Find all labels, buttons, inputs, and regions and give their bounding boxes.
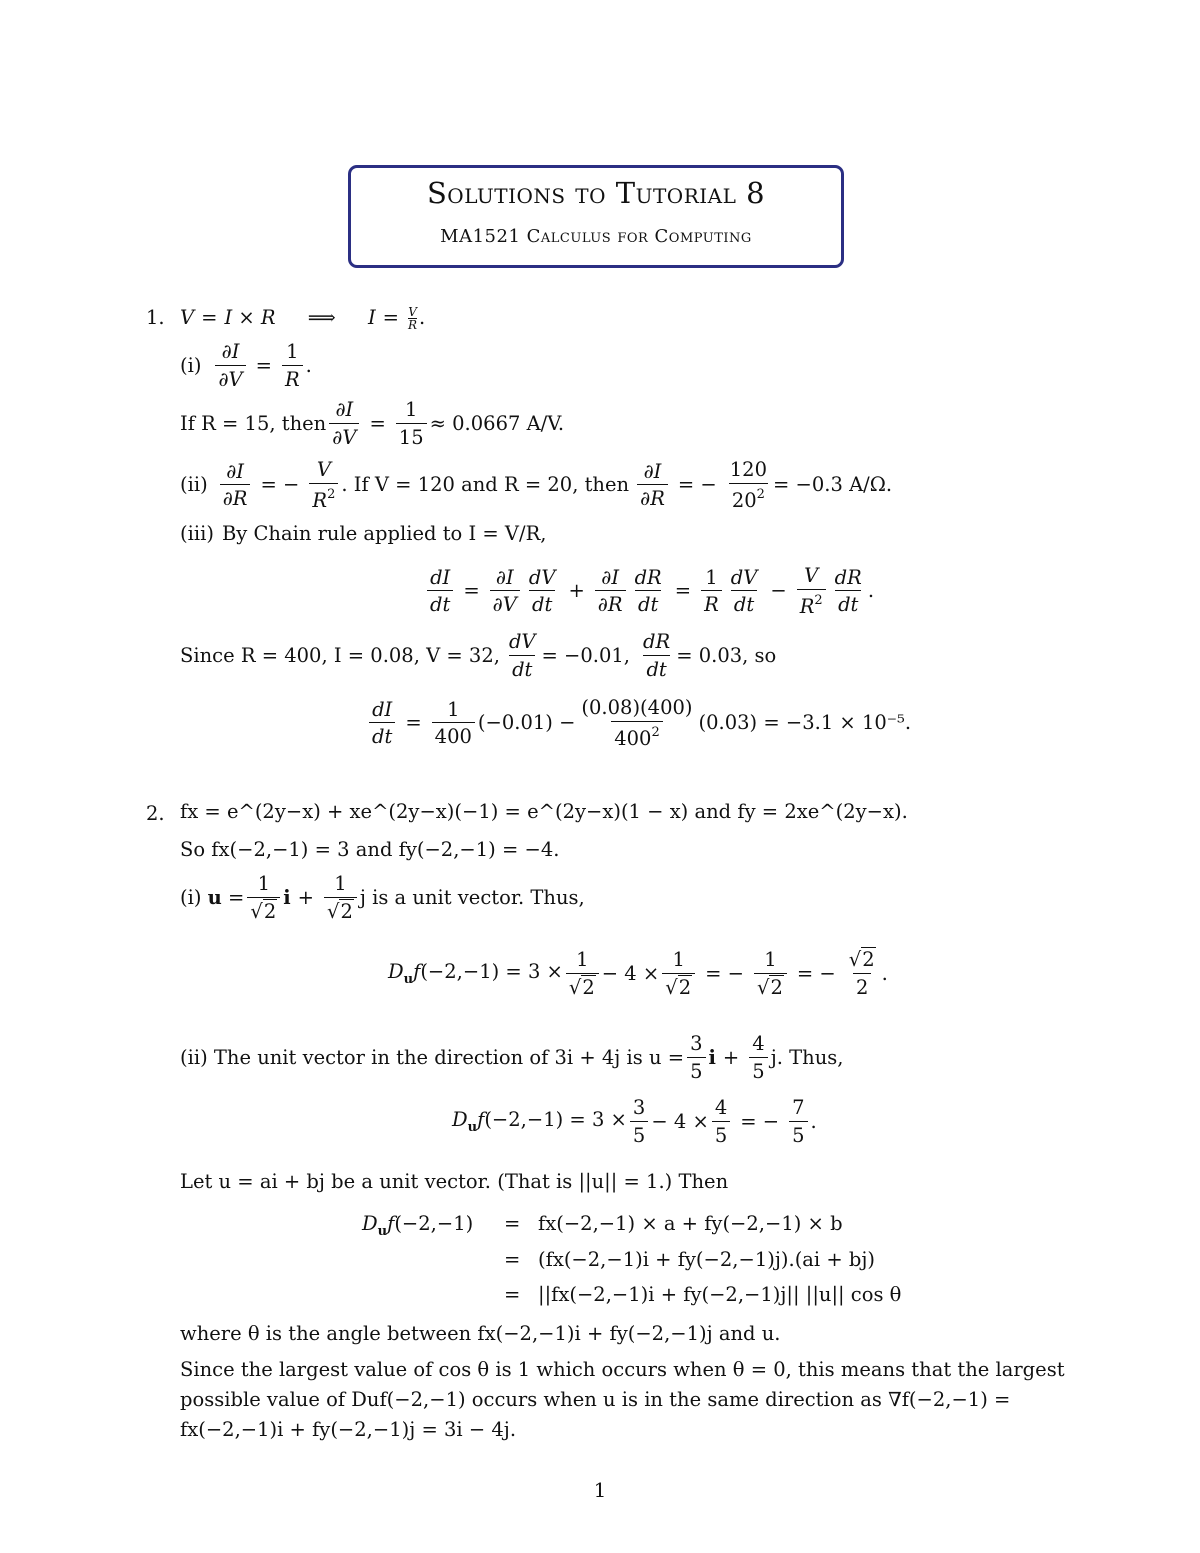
q1-part-i-evaluation: If R = 15, then $\frac{\partial I}{\partial V}$ = $\frac{1}{15}$ ≈ 0.0667 A/V. — [180, 398, 565, 449]
q2-part-i: (i) u = $\frac{1}{√2}$ i + $\frac{1}{√2}$ j is a unit vector. Thus, — [180, 872, 585, 923]
q1-part-iii — [180, 524, 546, 544]
q1-part-i-label: (i) — [180, 353, 202, 377]
question-1-number: 1. — [146, 306, 165, 329]
q1-part-i-equation: (i) $\frac{\partial I}{\partial V}$ = $\frac{1}{R}$ . — [180, 340, 312, 391]
q1-final-result: (0.03) = −3.1 × 10⁻⁵. — [698, 711, 912, 735]
q1-part-ii-label: (ii) — [180, 473, 208, 497]
q1-part-iii-text: By Chain rule applied to I = V/R, — [221, 522, 547, 545]
q1-part-ii-text: . If V = 120 and R = 20, then — [341, 473, 630, 497]
q1-dvdt-value: = −0.01, — [541, 643, 631, 667]
q2-since-line-1: Since the largest value of cos θ is 1 which occurs when θ = 0, this means that the largest — [180, 1358, 1065, 1381]
page-number: 1 — [593, 1478, 607, 1502]
derivation-line-1: fx(−2,−1) × a + fy(−2,−1) × b — [538, 1212, 843, 1235]
q2-part-i-derivative: $D_uf(-2,-1) = 3$ × $\frac{1}{√2}$ − 4 × $\frac{1}{√2}$ = − $\frac{1}{√2}$ = − $\frac{√2}{2}$ . — [388, 948, 888, 999]
q2-line2: So fx(−2,−1) = 3 and fy(−2,−1) = −4. — [180, 838, 560, 861]
q1-drdt-value: = 0.03, so — [676, 643, 777, 667]
q1-part-ii-result: = −0.3 A/Ω. — [773, 473, 893, 497]
document-title: Solutions to Tutorial 8 — [426, 176, 766, 210]
q2-part-ii-text: (ii) The unit vector in the direction of 3i + 4j is u = — [180, 1045, 685, 1069]
q2-part-ii: (ii) The unit vector in the direction of 3i + 4j is u = $\frac{3}{5}$ i + $\frac{4}{5}$ j. Thus, — [180, 1032, 844, 1083]
course-subtitle: MA1521 Calculus for Computing — [440, 226, 752, 247]
q1-intro: V = I × R ⟹ I = $\frac{V}{R}$ . — [180, 305, 426, 332]
q1-part-iii-label: (iii) — [180, 522, 214, 545]
q1-part-i-text: If R = 15, then — [180, 411, 327, 435]
derivation-lhs: $D_uf(-2,-1)$ — [362, 1212, 474, 1239]
q2-since-line-3: fx(−2,−1)i + fy(−2,−1)j = 3i − 4j. — [180, 1418, 517, 1441]
q2-where-statement: where θ is the angle between fx(−2,−1)i + fy(−2,−1)j and u. — [180, 1322, 781, 1345]
derivation-eq-1: = — [504, 1212, 521, 1235]
derivation-eq-2: = — [504, 1248, 521, 1271]
question-2-number: 2. — [146, 802, 165, 825]
q2-since-line-2: possible value of Duf(−2,−1) occurs when u is in the same direction as ∇f(−2,−1) = — [180, 1388, 1011, 1411]
derivation-eq-3: = — [504, 1283, 521, 1306]
q2-part-ii-tail: j. Thus, — [770, 1045, 844, 1069]
derivation-line-3: ||fx(−2,−1)i + fy(−2,−1)j|| ||u|| cos θ — [538, 1283, 902, 1306]
q2-part-i-tail: j is a unit vector. Thus, — [359, 885, 585, 909]
q2-part-ii-derivative: $D_uf(-2,-1) = 3$ × $\frac{3}{5}$ − 4 × $\frac{4}{5}$ = − $\frac{7}{5}$ . — [452, 1096, 817, 1147]
q1-since-text: Since R = 400, I = 0.08, V = 32, — [180, 643, 500, 667]
q1-since-values: Since R = 400, I = 0.08, V = 32, $\frac{dV}{dt}$ = −0.01, $\frac{dR}{dt}$ = 0.03, so — [180, 630, 777, 681]
q1-chain-rule-equation: $\frac{dI}{dt}$ = $\frac{\partial I}{\partial V}$ $\frac{dV}{dt}$ + $\frac{\partial I}{\partial R}$ $\frac{dR}{dt}$ = $\frac{1}{R}$ $\frac{dV}{dt}$ − $\frac{V}{R^2}$ $\frac{dR}{dt}$ . — [424, 566, 874, 616]
derivation-line-2: (fx(−2,−1)i + fy(−2,−1)j).(ai + bj) — [538, 1248, 876, 1271]
q2-let-statement: Let u = ai + bj be a unit vector. (That is ||u|| = 1.) Then — [180, 1170, 729, 1193]
q1-part-i-result: ≈ 0.0667 A/V. — [429, 411, 565, 435]
q2-line1: fx = e^(2y−x) + xe^(2y−x)(−1) = e^(2y−x)(1 − x) and fy = 2xe^(2y−x). — [180, 800, 908, 823]
q1-final-equation: $\frac{dI}{dt}$ = $\frac{1}{400}$ (−0.01) − $\frac{(0.08)(400)}{400^2}$ (0.03) = −3.1 × 10⁻⁵. — [366, 698, 911, 748]
q1-part-ii: (ii) $\frac{\partial I}{\partial R}$ = − $\frac{V}{R^2}$ . If V = 120 and R = 20, then $\frac{\partial I}{\partial R}$ = − $\frac{120}{20^2}$ = −0.3 A/Ω. — [180, 458, 893, 512]
title-box — [348, 165, 844, 268]
